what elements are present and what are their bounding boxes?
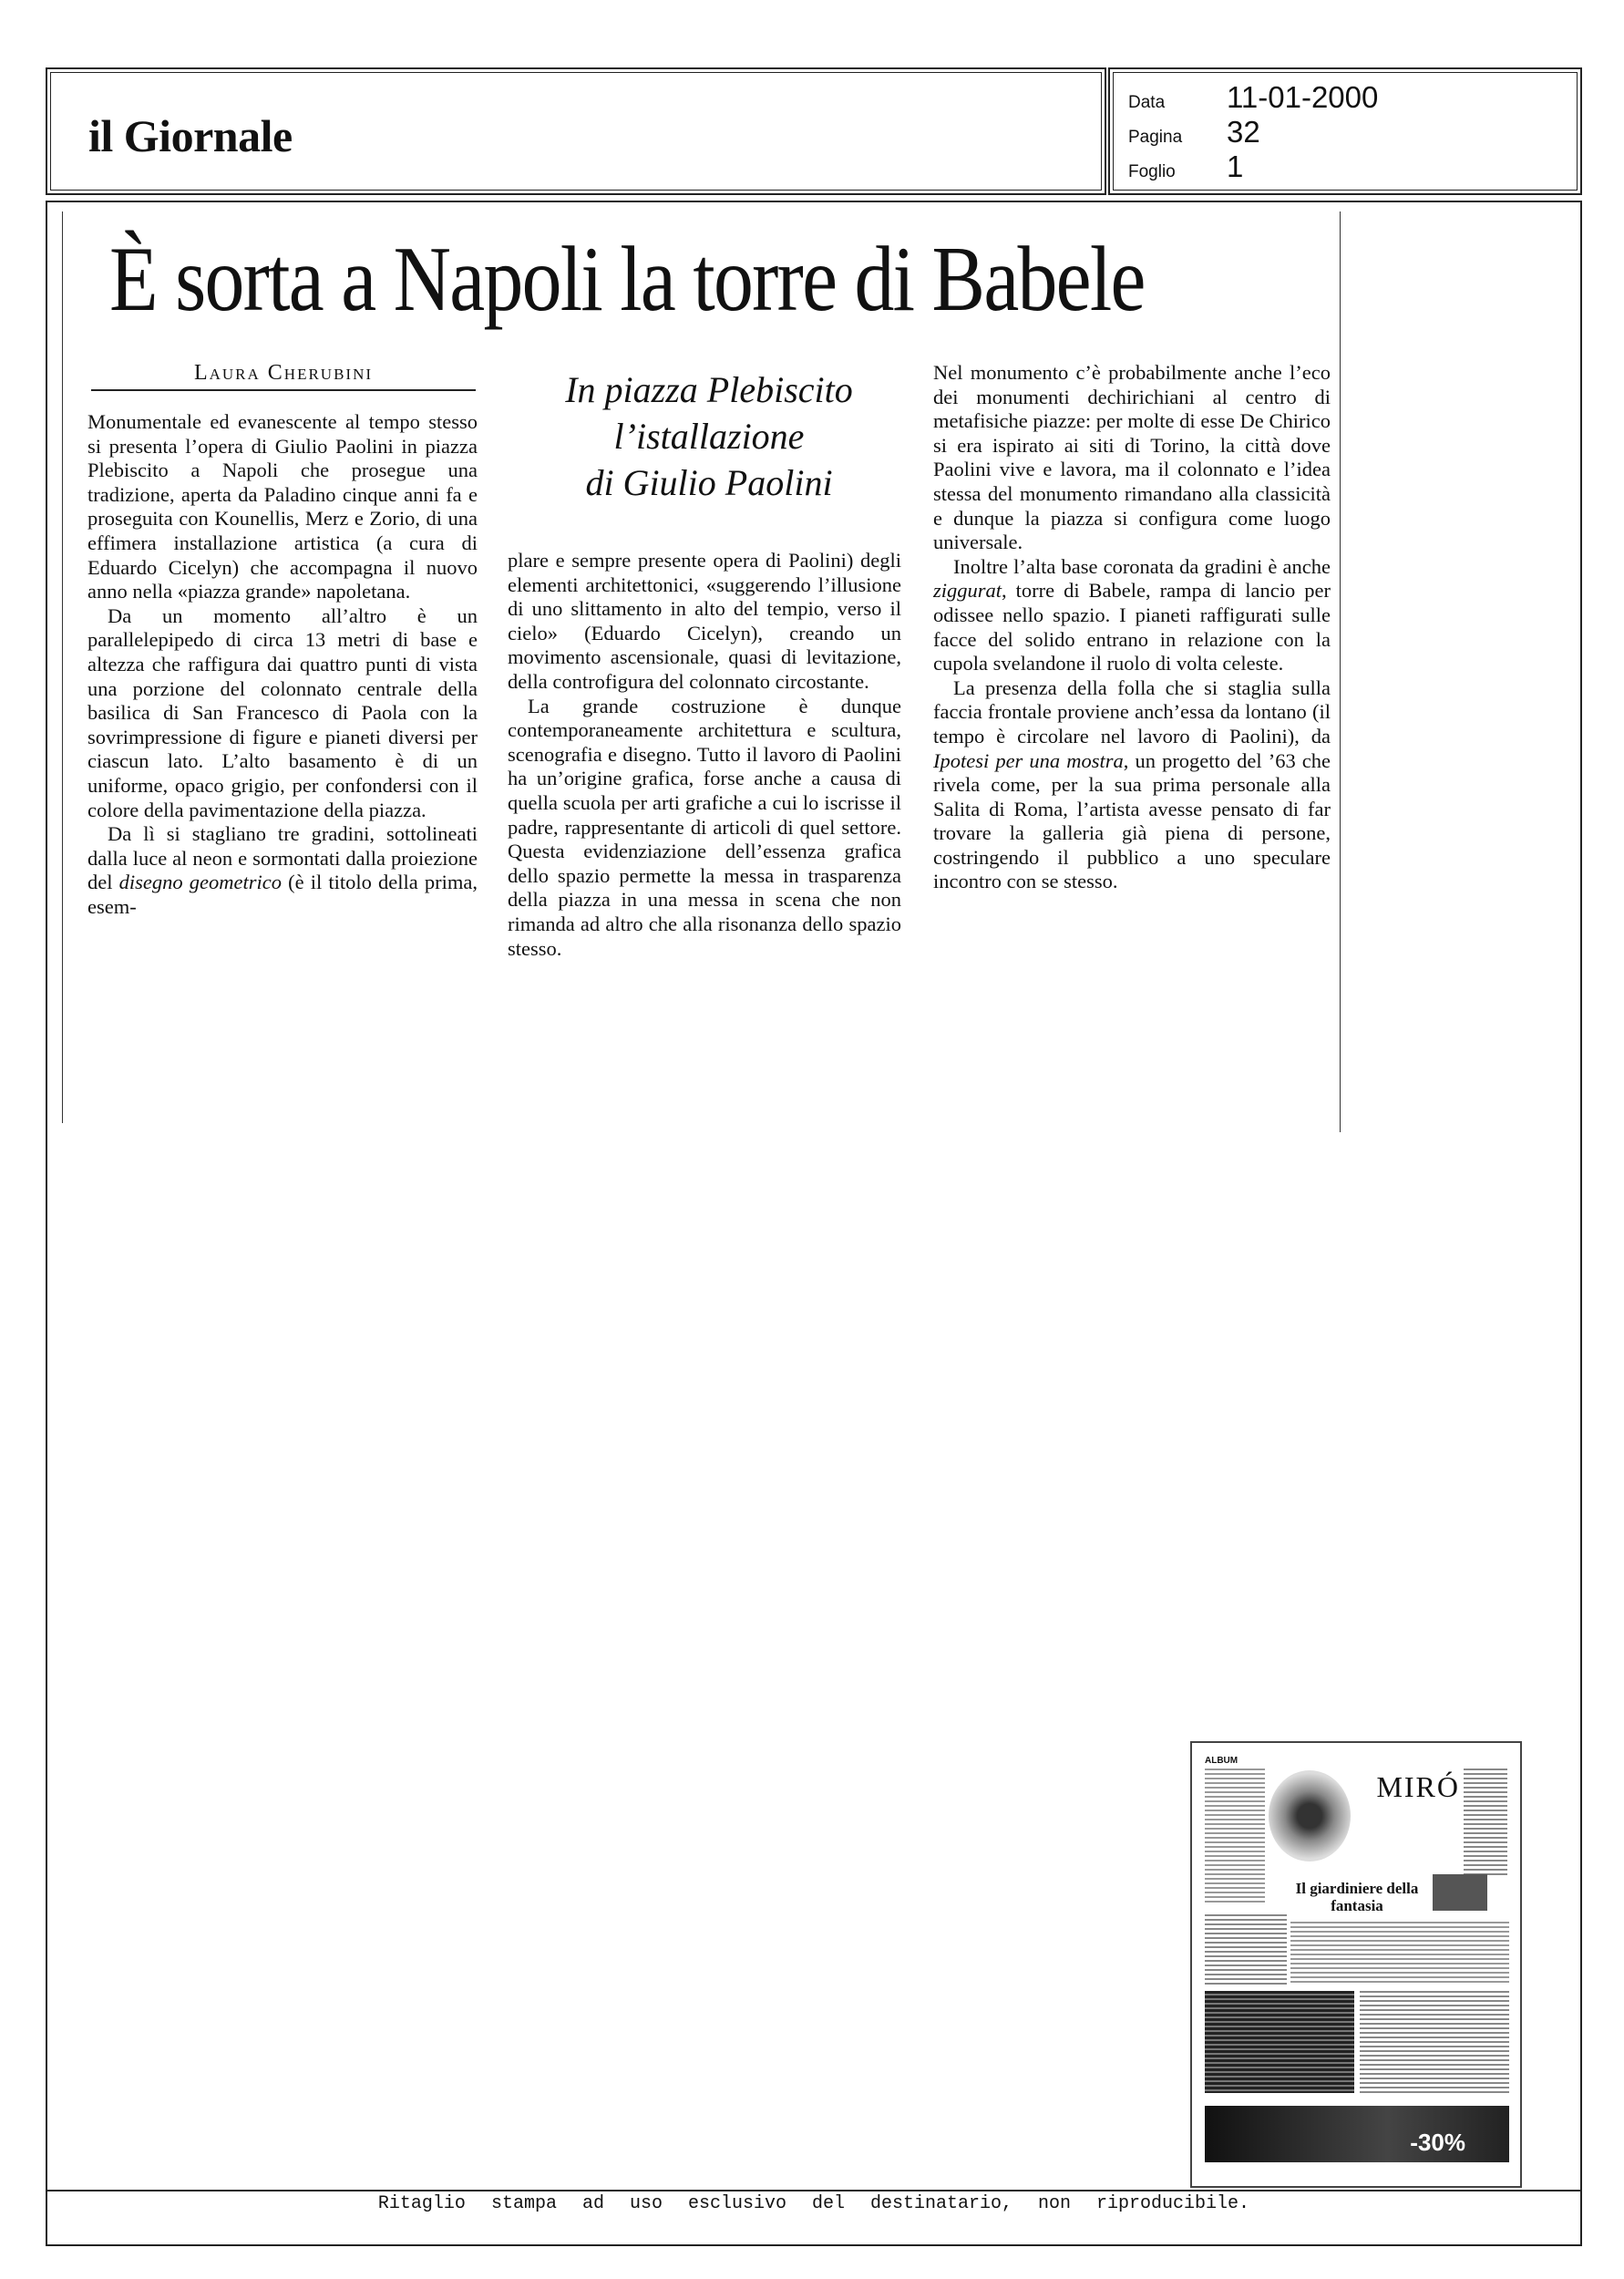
- paragraph: Monumentale ed evanescente al tempo stesso si presenta l’opera di Giulio Paolini in piazza Plebiscito a Napoli che prosegue una tradizione, aperta da Paladino cinque anni fa e proseguita con Kounellis, Merz e Zorio, di una effimera installazione artistica (a cura di Eduardo Cicelyn) che accompagna il nuovo anno nella «piazza grande» napoletana.: [87, 410, 478, 603]
- thumbnail-title: MIRÓ: [1376, 1770, 1460, 1803]
- thumbnail-section: ALBUM: [1205, 1756, 1239, 1766]
- article-column-3: [933, 361, 1331, 894]
- article-column-2: [508, 549, 901, 961]
- thumbnail-feature-title: Il giardiniere della fantasia: [1295, 1880, 1419, 1914]
- thumbnail-discount: -30%: [1410, 2129, 1465, 2156]
- footer-rule: [46, 2190, 1582, 2191]
- data-value: 11-01-2000: [1227, 80, 1379, 114]
- metadata-box: [1108, 67, 1582, 195]
- paragraph: La grande costruzione è dunque contemporaneamente architettura e scultura, scenografia e disegno. Tutto il lavoro di Paolini ha un’origine grafica, forse anche a causa di quella scuola per arti grafiche a cui lo iscrisse il padre, rappresentante di articoli di quel settore. Questa evidenziazione dell’essenza grafica dello spazio permette la messa in trasparenza della piazza in una messa in scena che non rimanda ad altro che alla risonanza dello spazio stesso.: [508, 694, 901, 960]
- right-column-rule: [1340, 211, 1341, 1132]
- foglio-label: Foglio: [1128, 162, 1176, 181]
- byline: Laura Cherubini: [91, 361, 476, 391]
- thumbnail-article-block: [1205, 1991, 1354, 2093]
- thumbnail-text-block: [1205, 1914, 1287, 1985]
- thumbnail-text-block: [1290, 1922, 1509, 1985]
- thumbnail-text-block: [1205, 1769, 1265, 1905]
- meta-row-data: [1128, 80, 1378, 115]
- thumbnail-image: [1269, 1770, 1351, 1861]
- foglio-value: 1: [1227, 150, 1244, 183]
- footer-disclaimer: Ritaglio stampa ad uso esclusivo del destinatario, non riproducibile.: [377, 2193, 1250, 2214]
- paragraph: Da un momento all’altro è un parallelepipedo di circa 13 metri di base e altezza che raffigura dai quattro punti di vista una porzione del colonnato centrale della basilica di San Francesco di Paola con la sovrimpressione di figure e pianeti diversi per ciascun lato. L’alto basamento è di un uniforme, opaco grigio, per confondersi con il colore della pavimentazione della piazza.: [87, 603, 478, 821]
- paragraph: Nel monumento c’è probabilmente anche l’eco dei monumenti dechirichiani al centro di metafisiche piazze: per molte di esse De Chirico si era ispirato ai siti di Torino, la città dove Paolini vive e lavora, ma il colonnato e l’idea stessa del monumento rimandano alla classicità e dunque la piazza si configura come luogo universale.: [933, 361, 1331, 554]
- article-column-1: [87, 410, 478, 919]
- paragraph: La presenza della folla che si staglia sulla faccia frontale proviene anch’essa da lontano (il tempo è circolare nel lavoro di Paolini), da Ipotesi per una mostra, un progetto del ’63 che rivela come, per la sua prima personale alla Salita di Roma, l’artista avesse pensato di far trovare la galleria già piena di persone, costringendo il pubblico a uno speculare incontro con se stesso.: [933, 675, 1331, 893]
- subheadline: In piazza Plebiscito l’istallazione di Giulio Paolini: [565, 369, 853, 503]
- data-label: Data: [1128, 93, 1166, 112]
- masthead-box: [46, 67, 1106, 195]
- page-thumbnail: [1190, 1741, 1522, 2188]
- paragraph: Inoltre l’alta base coronata da gradini è anche ziggurat, torre di Babele, rampa di lancio per odissee nello spazio. I pianeti raffigurati sulle facce del solido entrano in relazione con la cupola svelandone il ruolo di volta celeste.: [933, 554, 1331, 675]
- paragraph: Da lì si stagliano tre gradini, sottolineati dalla luce al neon e sormontati dalla proiezione del disegno geometrico (è il titolo della prima, esem-: [87, 822, 478, 918]
- masthead: il Giornale: [88, 110, 293, 161]
- thumbnail-article-block: [1360, 1991, 1509, 2093]
- left-column-rule: [62, 211, 63, 1123]
- meta-row-foglio: [1128, 150, 1243, 184]
- pagina-value: 32: [1227, 115, 1260, 149]
- pagina-label: Pagina: [1128, 128, 1183, 147]
- meta-row-pagina: [1128, 115, 1260, 150]
- paragraph: plare e sempre presente opera di Paolini) degli elementi architettonici, «suggerendo l’illusione di uno slittamento in alto del tempio, verso il cielo» (Eduardo Cicelyn), creando un movimento ascensionale, quasi di levitazione, della controfigura del colonnato circostante.: [508, 549, 901, 693]
- thumbnail-image: [1433, 1874, 1487, 1911]
- thumbnail-text-block: [1464, 1769, 1507, 1878]
- headline: È sorta a Napoli la torre di Babele: [109, 228, 1145, 331]
